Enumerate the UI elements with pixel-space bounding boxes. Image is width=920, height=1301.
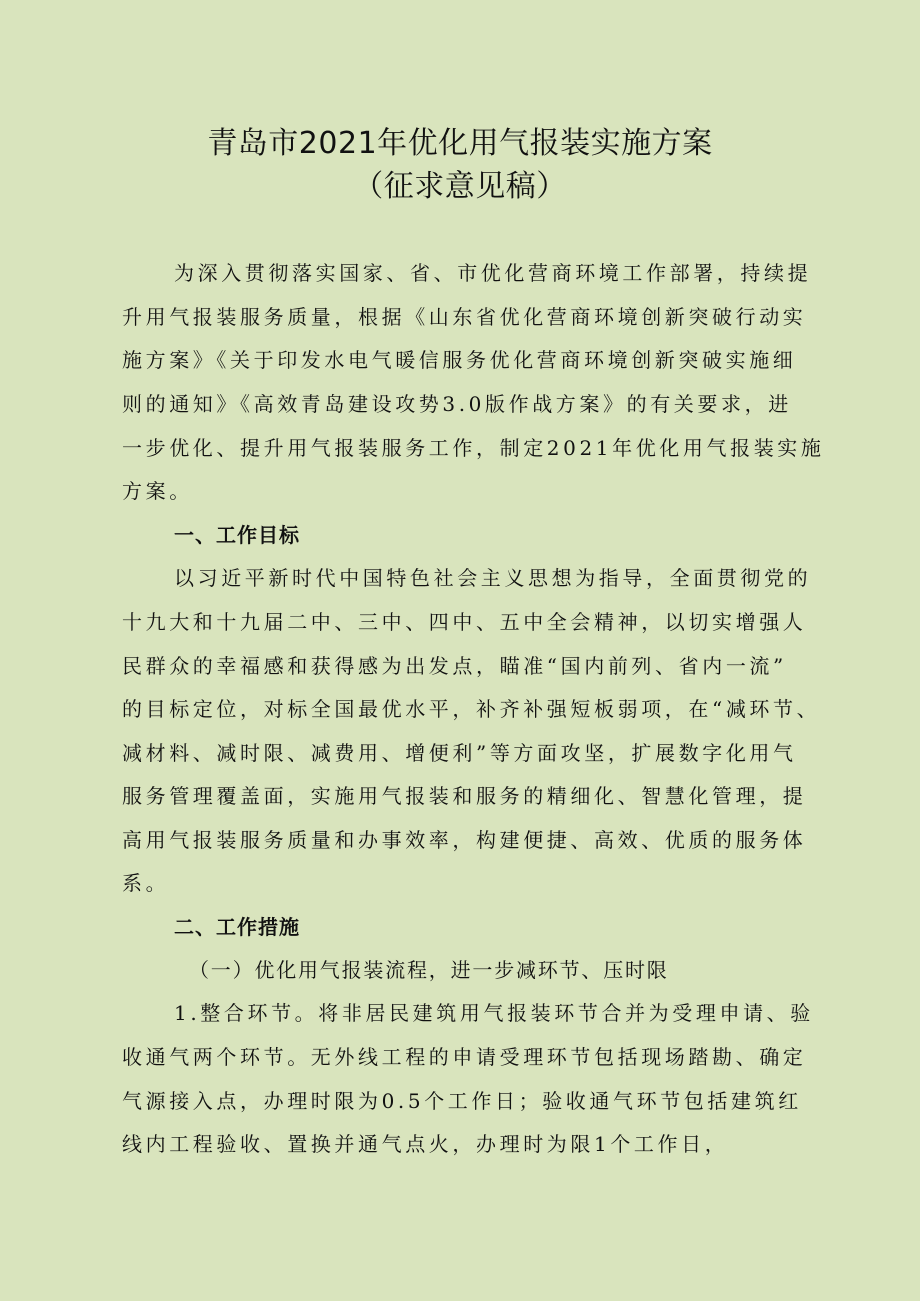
section-heading: 二、工作措施 xyxy=(174,915,300,939)
paragraph-line: 减材料、减时限、减费用、增便利”等方面攻坚，扩展数字化用气 xyxy=(122,741,797,765)
paragraph-line: 民群众的幸福感和获得感为出发点，瞄准“国内前列、省内一流” xyxy=(122,654,787,678)
paragraph-line: 一步优化、提升用气报装服务工作，制定2021年优化用气报装实施 xyxy=(122,436,825,460)
paragraph-line: 十九大和十九届二中、三中、四中、五中全会精神，以切实增强人 xyxy=(122,610,807,634)
paragraph-line: 1.整合环节。将非居民建筑用气报装环节合并为受理申请、验 xyxy=(174,1001,814,1025)
paragraph-line: 方案。 xyxy=(122,479,193,503)
paragraph-line: 以习近平新时代中国特色社会主义思想为指导，全面贯彻党的 xyxy=(174,566,812,590)
document-subtitle: （征求意见稿） xyxy=(353,169,567,204)
section-heading: 一、工作目标 xyxy=(174,523,300,547)
paragraph-line: 升用气报装服务质量，根据《山东省优化营商环境创新突破行动实 xyxy=(122,305,807,329)
paragraph-line: 服务管理覆盖面，实施用气报装和服务的精细化、智慧化管理，提 xyxy=(122,784,807,808)
paragraph-line: 线内工程验收、置换并通气点火，办理时为限1个工作日， xyxy=(122,1132,729,1156)
document-title: 青岛市2021年优化用气报装实施方案 xyxy=(207,126,713,161)
paragraph-line: 则的通知》《高效青岛建设攻势3.0版作战方案》的有关要求，进 xyxy=(122,392,792,416)
paragraph-line: 施方案》《关于印发水电气暖信服务优化营商环境创新突破实施细 xyxy=(122,348,797,372)
paragraph-line: 系。 xyxy=(122,871,170,895)
paragraph-line: 的目标定位，对标全国最优水平，补齐补强短板弱项，在“减环节、 xyxy=(122,697,821,721)
paragraph-line: 收通气两个环节。无外线工程的申请受理环节包括现场踏勘、确定 xyxy=(122,1045,807,1069)
paragraph-line: 高用气报装服务质量和办事效率，构建便捷、高效、优质的服务体 xyxy=(122,828,807,852)
paragraph-line: 为深入贯彻落实国家、省、市优化营商环境工作部署，持续提 xyxy=(174,261,812,285)
paragraph-line: 气源接入点，办理时限为0.5个工作日；验收通气环节包括建筑红 xyxy=(122,1089,802,1113)
subsection-heading: （一）优化用气报装流程，进一步减环节、压时限 xyxy=(189,958,669,982)
